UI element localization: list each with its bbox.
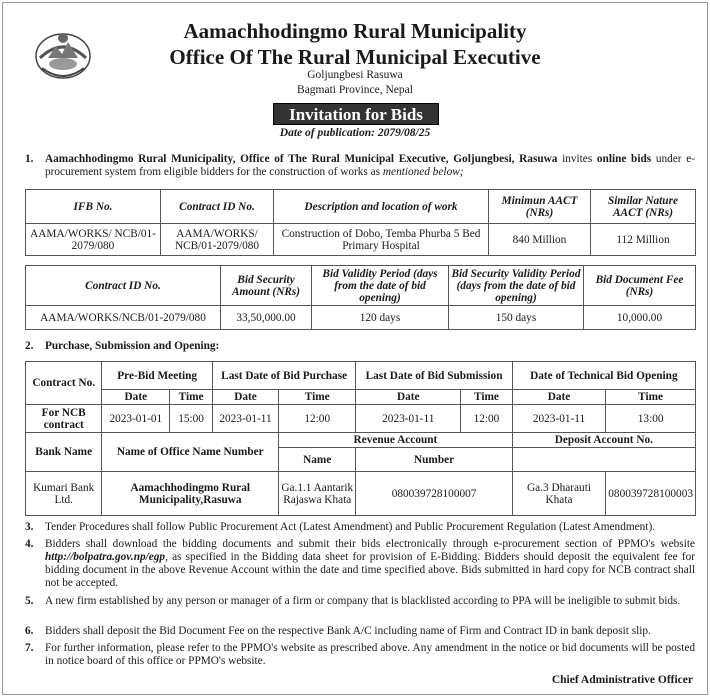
item-3 bbox=[25, 521, 695, 534]
header-similar-aact: Similar Nature AACT (NRs) bbox=[591, 190, 696, 224]
cell: Aamachhodingmo Rural Municipality,Rasuwa bbox=[102, 472, 279, 516]
ncb-label: For NCB contract bbox=[26, 405, 102, 433]
item-text: Bidders shall deposit the Bid Document Fee on the respective Bank A/C including name of Firm and Contract ID in bank deposit slip. bbox=[45, 625, 651, 637]
cell: 150 days bbox=[449, 306, 584, 330]
header-name: Name bbox=[279, 448, 356, 472]
cell: AAMA/WORKS/ NCB/01-2079/080 bbox=[26, 224, 161, 256]
header-pre-bid: Pre-Bid Meeting bbox=[102, 362, 213, 390]
section-number: 2. bbox=[25, 340, 34, 352]
municipality-name: Aamachhodingmo Rural Municipality bbox=[183, 19, 527, 43]
header-tech-opening: Date of Technical Bid Opening bbox=[512, 362, 695, 390]
works-table bbox=[25, 189, 696, 256]
item-text: For further information, please refer to the PPMO's website as prescribed above. Any amendment in the notice or bid documents will be posted in notice board of this office or PPMO's website. bbox=[45, 642, 695, 667]
header-time: Time bbox=[461, 390, 513, 405]
item-4 bbox=[25, 538, 695, 590]
header-time: Time bbox=[170, 390, 213, 405]
header-date: Date bbox=[102, 390, 170, 405]
notice-page bbox=[2, 2, 708, 695]
item-text: A new firm established by any person or manager of a firm or company that is blacklisted according to PPA will be ineligible to submit bids. bbox=[45, 595, 681, 607]
header-date: Date bbox=[512, 390, 606, 405]
security-table bbox=[25, 265, 696, 330]
table-row bbox=[26, 405, 696, 433]
cell: 12:00 bbox=[461, 405, 513, 433]
header-date: Date bbox=[356, 390, 461, 405]
cell: 080039728100003 bbox=[606, 472, 696, 516]
cell: AAMA/WORKS/ NCB/01-2079/080 bbox=[161, 224, 274, 256]
section-1-bold-2: online bids bbox=[596, 153, 652, 165]
notice-title: Invitation for Bids bbox=[273, 103, 439, 125]
item-number: 6. bbox=[25, 625, 34, 637]
cell: 33,50,000.00 bbox=[221, 306, 312, 330]
header-last-purchase: Last Date of Bid Purchase bbox=[212, 362, 355, 390]
item-number: 4. bbox=[25, 538, 34, 550]
header-security-validity: Bid Security Validity Period (days from the date of bid opening) bbox=[449, 266, 584, 306]
cell: AAMA/WORKS/NCB/01-2079/080 bbox=[26, 306, 221, 330]
header-office-name: Name of Office Name Number bbox=[102, 433, 279, 472]
section-1-bold: Aamachhodingmo Rural Municipality, Office of The Rural Municipal Executive, Goljungbesi, Rasuwa bbox=[45, 153, 558, 165]
header-time: Time bbox=[279, 390, 356, 405]
cell: 12:00 bbox=[279, 405, 356, 433]
cell: 080039728100007 bbox=[356, 472, 512, 516]
item-number: 7. bbox=[25, 642, 34, 654]
item-text: , as specified in the Bidding data sheet for provision of E-Bidding. Bidders should deposit the equivalent fee for bidding document in the above Revenue Account within the date and time specified above. Bids submitted in hard copy for NCB contract shall not be accepted. bbox=[45, 551, 695, 589]
header-contract-id: Contract ID No. bbox=[26, 266, 221, 306]
item-text: Tender Procedures shall follow Public Procurement Act (Latest Amendment) and Public Procurement Regulation (Latest Amendment). bbox=[45, 521, 656, 533]
header-document-fee: Bid Document Fee (NRs) bbox=[584, 266, 696, 306]
header-time: Time bbox=[606, 390, 696, 405]
section-1-text: invites bbox=[557, 153, 597, 165]
cell: Ga.1.1 Aantarik Rajaswa Khata bbox=[279, 472, 356, 516]
section-1-italic: mentioned below; bbox=[382, 166, 464, 178]
header-description: Description and location of work bbox=[274, 190, 489, 224]
table-row bbox=[26, 224, 696, 256]
item-number: 3. bbox=[25, 521, 34, 533]
header-contract-id: Contract ID No. bbox=[161, 190, 274, 224]
header-bank-name: Bank Name bbox=[26, 433, 102, 472]
header-deposit-blank bbox=[512, 448, 695, 472]
section-1-text-2: under e-procurement system from eligible bidders for the construction of works as bbox=[45, 153, 695, 178]
header-revenue-account: Revenue Account bbox=[279, 433, 513, 448]
publication-date: Date of publication: 2079/08/25 bbox=[279, 127, 431, 139]
header-last-submission: Last Date of Bid Submission bbox=[356, 362, 512, 390]
section-2 bbox=[25, 340, 695, 353]
cell: 2023-01-11 bbox=[512, 405, 606, 433]
cell: 840 Million bbox=[489, 224, 591, 256]
egp-link[interactable]: http://bolpatra.gov.np/egp bbox=[45, 551, 166, 563]
header-number: Number bbox=[356, 448, 512, 472]
item-6 bbox=[25, 625, 695, 638]
table-row bbox=[26, 306, 696, 330]
header-ifb: IFB No. bbox=[26, 190, 161, 224]
table-row bbox=[26, 472, 696, 516]
header-deposit-account: Deposit Account No. bbox=[512, 433, 695, 448]
signature-title: Chief Administrative Officer bbox=[551, 674, 693, 686]
cell: 2023-01-11 bbox=[356, 405, 461, 433]
header-date: Date bbox=[212, 390, 278, 405]
item-number: 5. bbox=[25, 595, 34, 607]
cell: 2023-01-01 bbox=[102, 405, 170, 433]
header-contract-no: Contract No. bbox=[26, 362, 102, 405]
section-number: 1. bbox=[25, 153, 34, 165]
address-line-1: Goljungbesi Rasuwa bbox=[307, 69, 403, 81]
header-bid-security: Bid Security Amount (NRs) bbox=[221, 266, 312, 306]
header-min-aact: Minimun AACT (NRs) bbox=[489, 190, 591, 224]
item-7 bbox=[25, 642, 695, 668]
cell: 2023-01-11 bbox=[212, 405, 278, 433]
header-bid-validity: Bid Validity Period (days from the date of bid opening) bbox=[312, 266, 449, 306]
cell: 15:00 bbox=[170, 405, 213, 433]
address-line-2: Bagmati Province, Nepal bbox=[297, 84, 413, 96]
section-1 bbox=[25, 153, 695, 179]
cell: 120 days bbox=[312, 306, 449, 330]
cell: 112 Million bbox=[591, 224, 696, 256]
cell: Construction of Dobo, Temba Phurba 5 Bed Primary Hospital bbox=[274, 224, 489, 256]
cell: Kumari Bank Ltd. bbox=[26, 472, 102, 516]
cell: Ga.3 Dharauti Khata bbox=[512, 472, 606, 516]
item-text: Bidders shall download the bidding documents and submit their bids electronically through e-procurement section of PPMO's website bbox=[45, 538, 695, 550]
section-2-title: Purchase, Submission and Opening: bbox=[45, 340, 220, 352]
office-name: Office Of The Rural Municipal Executive bbox=[169, 45, 541, 69]
item-5 bbox=[25, 595, 695, 608]
schedule-table bbox=[25, 361, 696, 516]
cell: 10,000.00 bbox=[584, 306, 696, 330]
cell: 13:00 bbox=[606, 405, 696, 433]
